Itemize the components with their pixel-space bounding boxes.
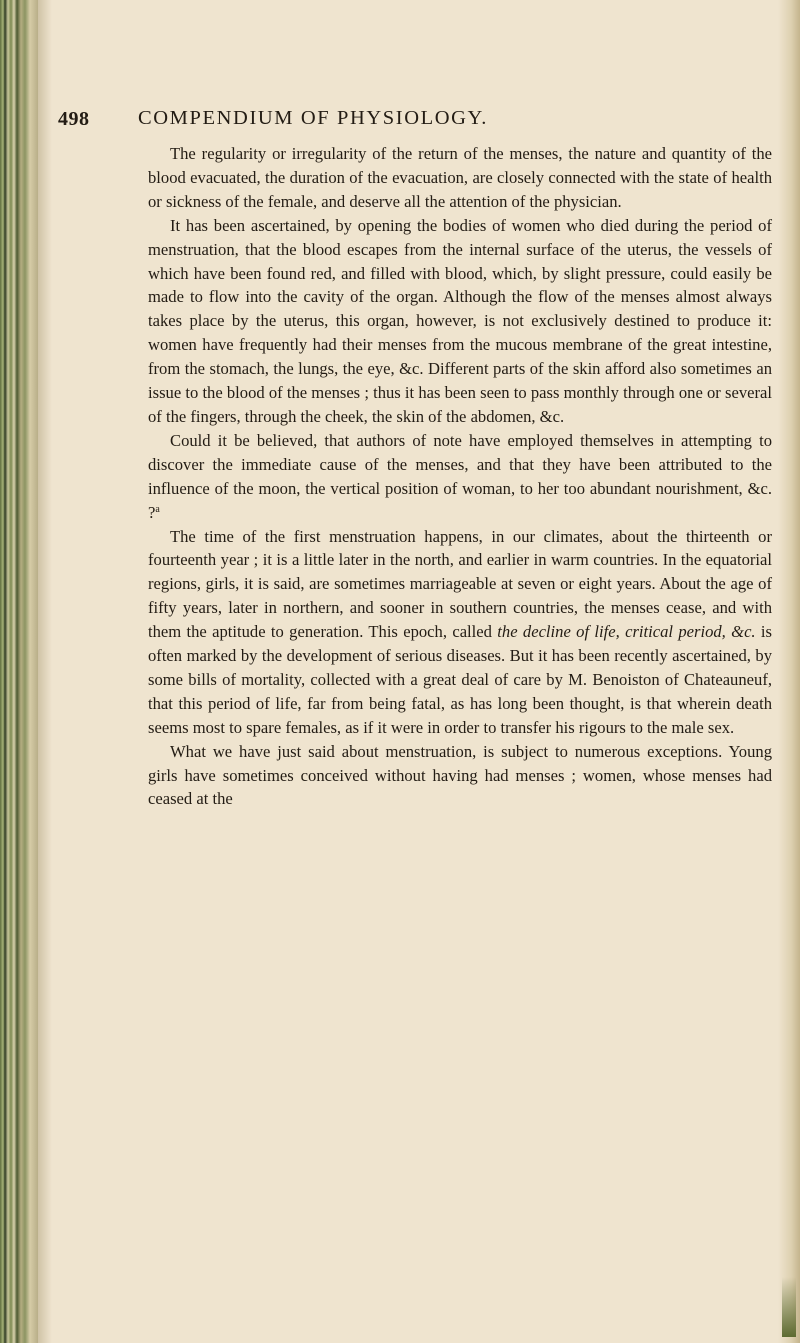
paragraph-3 <box>148 429 772 525</box>
paragraph-1: The regularity or irregularity of the return of the menses, the nature and quantity of the blood evacuated, the duration of the evacuation, are closely connected with the state of health or sickness of the female, and deserve all the attention of the physician. <box>148 144 772 211</box>
paragraph-5: What we have just said about menstruation, is subject to numerous exceptions. Young girls have sometimes conceived without having had menses ; women, whose menses had ceased at the <box>148 741 772 809</box>
running-head: COMPENDIUM OF PHYSIOLOGY. <box>138 107 489 129</box>
paragraph-4 <box>148 525 772 740</box>
paragraph-4-text-b: is often marked by the development of serious diseases. But it has been recently ascertained, by some bills of mortality, collected with a great deal of care by M. Benoiston of Chateauneuf, that this period of life, far from being fatal, as has long been thought, is that wherein death seems most to spare females, as if it were in order to transfer his rigours to the male sex. <box>148 622 773 737</box>
body-text <box>148 142 772 811</box>
binding-shadow <box>38 0 52 1343</box>
paragraph-2: It has been ascertained, by opening the bodies of women who died during the period of menstruation, that the blood escapes from the internal surface of the uterus, the vessels of which have been found red, and filled with blood, which, by slight pressure, could easily be made to flow into the cavity of the organ. Although the flow of the menses almost always takes place by the uterus, this organ, however, is not exclusively destined to produce it: women have frequently had their menses from the mucous membrane of the great intestine, from the stomach, the lungs, the eye, &c. Different parts of the skin afford also sometimes an issue to the blood of the menses ; thus it has been seen to pass monthly through one or several of the fingers, through the cheek, the skin of the abdomen, &c. <box>148 215 772 426</box>
paragraph-3-text: Could it be believed, that authors of note have employed themselves in attempting to discover the immediate cause of the menses, and that they have been attributed to the influence of the moon, the vertical position of woman, to her too abundant nourishment, &c. ? <box>148 430 772 522</box>
page-corner-stain <box>782 1277 796 1337</box>
binding-gutter <box>0 0 38 1343</box>
paragraph-4-italic: the decline of life, critical period, &c. <box>497 622 756 642</box>
paragraph-4-text-a: The time of the first menstruation happens, in our climates, about the thirteenth or fourteenth year ; it is a little later in the north, and earlier in warm countries. In the equatorial regions, girls, it is said, are sometimes marriageable at seven or eight years. About the age of fifty years, later in northern, and sooner in southern countries, the menses cease, and with them the aptitude to generation. This epoch, called <box>148 526 772 642</box>
page-edge <box>778 0 800 1343</box>
page-number: 498 <box>58 108 90 130</box>
footnote-marker: a <box>155 503 160 515</box>
